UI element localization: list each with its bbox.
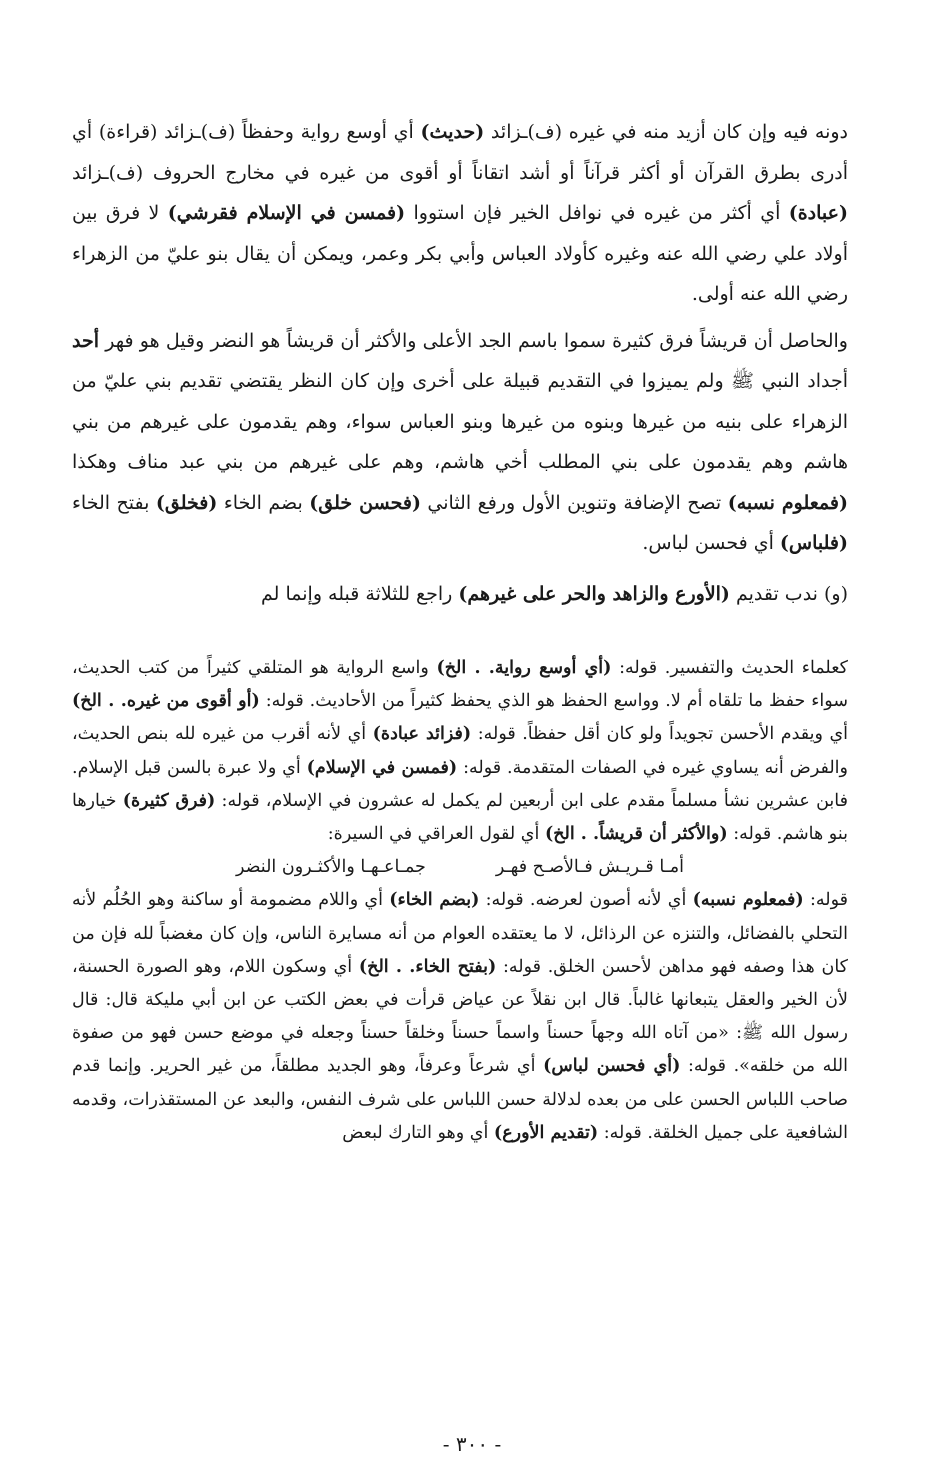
text-run: أي ويقدم الأحسن تجويداً ولو كان أقل حفظاً. قوله: — [471, 724, 848, 745]
bold-term: (الأورع والزاهد والحر على غيرهم) — [458, 582, 730, 605]
bold-term: (فرق كثيرة) — [122, 790, 216, 811]
text-run: بفتح الخاء — [72, 491, 156, 514]
footnote-paragraph-2 — [72, 884, 848, 1150]
bold-term: (أي فحسن لباس) — [543, 1056, 681, 1077]
text-run: أي وهو التارك لبعض — [342, 1122, 494, 1143]
bold-term: (عبادة) — [788, 202, 848, 224]
bold-term: (فزائد عبادة) — [372, 724, 472, 745]
text-run: أي لقول العراقي في السيرة: — [327, 824, 545, 845]
verse-first-hemistich: أمـا قـريـش فـالأصـح فهـر — [495, 857, 685, 878]
text-run: قوله: — [803, 890, 848, 911]
text-run: كعلماء الحديث والتفسير. قوله: — [611, 658, 848, 678]
poetry-verse — [72, 851, 848, 884]
text-run: لا فرق بين أولاد علي رضي الله عنه وغيره كأولاد العباس وأبي بكر وعمر، ويمكن أن يقال بنو عليّ من الزهراء رضي الله عنه أولى. — [72, 202, 848, 305]
main-paragraph-1 — [72, 112, 848, 315]
text-run: (و) ندب تقديم — [729, 582, 848, 605]
bold-term: (بضم الخاء) — [389, 890, 480, 911]
text-run: بضم الخاء — [217, 491, 310, 514]
text-run: أي أوسع رواية وحفظاً (ف)ـزائد (قراءة) أي أدرى بطرق القرآن أو أكثر قرآناً أو أشد اتقاناً أو أقوى من غيره في مخارج الحروف (ف)ـزائد — [72, 121, 848, 184]
main-paragraph-3 — [72, 574, 848, 615]
text-run: والحاصل أن قريشاً فرق كثيرة سموا باسم الجد الأعلى والأكثر أن قريشاً هو النضر وقيل هو فهر — [99, 329, 848, 352]
text-run: أي وسكون اللام، وهو الصورة الحسنة، لأن الخير والعقل يتبعانها غالباً. قال ابن نقلاً عن عياض قرأت في بعض الكتب عن ابن أبي مليكة قال: قال رسول الله ﷺ: «من آتاه الله وجهاً حسناً واسماً حسناً وخلقاً حسناً وجعله في موضع حسن فهو من صفوة الله من خلقه». قوله: — [72, 956, 848, 1077]
bold-term: (والأكثر أن قريشاً. . الخ) — [544, 824, 728, 845]
page-number: - ٣٠٠ - — [442, 1432, 502, 1456]
bold-term: (فمسن في الإسلام فقرشي) — [167, 202, 406, 224]
text-run: أي شرعاً وعرفاً، وهو الجديد مطلقاً، من غير الحرير. وإنما قدم صاحب اللباس الحسن على من بعده لدلالة حسن اللباس على شرف النفس، والبعد عن المستقذرات، وقدمه الشافعية على جميل الخلقة. قوله: — [72, 1056, 848, 1143]
text-run: أي فحسن لباس. — [642, 532, 780, 554]
text-run: راجع للثلاثة قبله وإنما لم — [261, 582, 459, 605]
bold-term: (فمعلوم نسبه) — [727, 491, 848, 514]
footnotes — [72, 652, 848, 1150]
text-run: دونه فيه وإن كان أزيد منه في غيره (ف)ـزائد — [484, 121, 848, 143]
bold-term: (أو أقوى من غيره. . الخ) — [72, 691, 260, 712]
verse-second-hemistich: جمـاعـهـا والأكثـرون النضر — [235, 857, 426, 878]
bold-term: (بفتح الخاء. . الخ) — [358, 956, 497, 977]
text-run: واسع الرواية هو المتلقي كثيراً من كتب الحديث، سواء حفظ ما تلقاه أم لا. وواسع الحفظ هو الذي يحفظ كثيراً من الأحاديث. قوله: — [72, 658, 848, 712]
main-text — [72, 112, 848, 614]
bold-term: (حديث) — [420, 121, 485, 143]
bold-term: (فخلق) — [155, 491, 218, 514]
bold-term: (فمعلوم نسبه) — [692, 890, 804, 911]
bold-term: (فلباس) — [779, 532, 848, 554]
main-paragraph-2 — [72, 321, 848, 564]
bold-term: (تقديم الأورع) — [493, 1122, 599, 1143]
bold-term: (فمسن في الإسلام) — [306, 757, 458, 778]
bold-term: (فحسن خلق) — [309, 491, 421, 514]
bold-term: أحد — [72, 329, 99, 352]
text-run: خيارها بنو هاشم. قوله: — [72, 790, 848, 845]
text-run: أي لأنه أقرب من غيره لله بنص الحديث، والفرض أنه يساوي غيره في الصفات المتقدمة. قوله: — [72, 724, 848, 778]
text-run: أي أكثر من غيره في نوافل الخير فإن استووا — [405, 202, 789, 224]
text-run: أجداد النبي ﷺ ولم يميزوا في التقديم قبيلة على أخرى وإن كان النظر يقتضي تقديم بني عليّ من الزهراء على بنيه من غيرها وبنوه من غيرها وبنو العباس سواء، وهم يقدمون على غيرهم من بني هاشم وهم يقدمون على بني المطلب أخي هاشم، وهم على غيرهم من بني عبد مناف وهكذا — [72, 370, 848, 473]
text-run: أي واللام مضمومة أو ساكنة وهو الحُلُم لأنه التحلي بالفضائل، والتنزه عن الرذائل، لا ما يعتقده العوام من أنه مسايرة الناس، وإن كان مغضباً لله فإن من كان هذا وصفه فهو مداهن لأحسن الخلق. قوله: — [72, 890, 849, 977]
text-run: أي ولا عبرة بالسن قبل الإسلام. فابن عشرين نشأ مسلماً مقدم على ابن أربعين لم يكمل له عشرون في الإسلام، قوله: — [72, 757, 848, 811]
footnote-paragraph-1 — [72, 652, 848, 851]
text-run: تصح الإضافة وتنوين الأول ورفع الثاني — [420, 491, 728, 514]
bold-term: (أي أوسع رواية. . الخ) — [436, 658, 612, 678]
text-run: أي لأنه أصون لعرضه. قوله: — [479, 890, 693, 911]
